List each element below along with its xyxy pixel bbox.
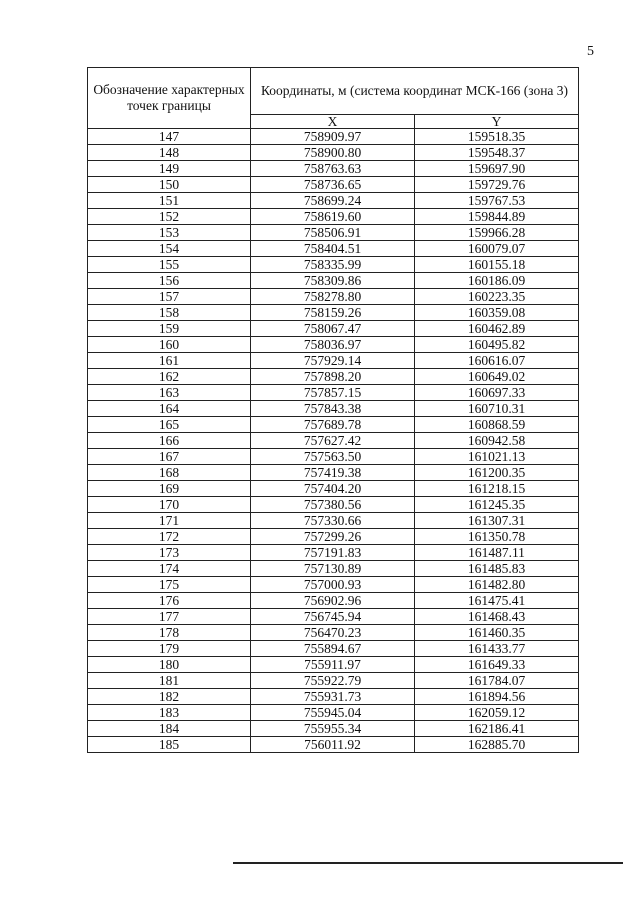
- cell-y: 160079.07: [415, 241, 579, 257]
- table-row: [88, 641, 579, 657]
- coordinates-table: [87, 67, 579, 753]
- cell-x: 756470.23: [251, 625, 415, 641]
- header-x: X: [251, 115, 415, 129]
- cell-y: 160223.35: [415, 289, 579, 305]
- cell-point: 175: [88, 577, 251, 593]
- table-row: [88, 273, 579, 289]
- table-row: [88, 145, 579, 161]
- table-row: [88, 465, 579, 481]
- table-row: [88, 305, 579, 321]
- cell-point: 183: [88, 705, 251, 721]
- cell-point: 160: [88, 337, 251, 353]
- cell-x: 758763.63: [251, 161, 415, 177]
- cell-point: 151: [88, 193, 251, 209]
- cell-y: 159548.37: [415, 145, 579, 161]
- cell-x: 757299.26: [251, 529, 415, 545]
- cell-point: 180: [88, 657, 251, 673]
- table-row: [88, 353, 579, 369]
- cell-y: 162059.12: [415, 705, 579, 721]
- cell-y: 160155.18: [415, 257, 579, 273]
- table-row: [88, 689, 579, 705]
- cell-y: 159767.53: [415, 193, 579, 209]
- cell-point: 148: [88, 145, 251, 161]
- table-row: [88, 161, 579, 177]
- cell-y: 159966.28: [415, 225, 579, 241]
- cell-point: 179: [88, 641, 251, 657]
- page-number: 5: [587, 44, 594, 59]
- cell-x: 757330.66: [251, 513, 415, 529]
- table-row: [88, 225, 579, 241]
- cell-y: 159518.35: [415, 129, 579, 145]
- cell-x: 757857.15: [251, 385, 415, 401]
- table-row: [88, 545, 579, 561]
- cell-x: 758309.86: [251, 273, 415, 289]
- cell-y: 161433.77: [415, 641, 579, 657]
- cell-x: 758909.97: [251, 129, 415, 145]
- cell-x: 758404.51: [251, 241, 415, 257]
- cell-x: 755911.97: [251, 657, 415, 673]
- table-row: [88, 433, 579, 449]
- table-row: [88, 705, 579, 721]
- table-row: [88, 449, 579, 465]
- cell-x: 758036.97: [251, 337, 415, 353]
- cell-y: 161482.80: [415, 577, 579, 593]
- table-row: [88, 193, 579, 209]
- cell-point: 164: [88, 401, 251, 417]
- cell-point: 174: [88, 561, 251, 577]
- cell-point: 176: [88, 593, 251, 609]
- table-row: [88, 129, 579, 145]
- cell-point: 172: [88, 529, 251, 545]
- cell-y: 161245.35: [415, 497, 579, 513]
- cell-point: 165: [88, 417, 251, 433]
- cell-point: 162: [88, 369, 251, 385]
- header-boundary-points: Обозначение характерных точек границы: [88, 68, 251, 129]
- cell-x: 758619.60: [251, 209, 415, 225]
- table-row: [88, 497, 579, 513]
- table-row: [88, 561, 579, 577]
- table-row: [88, 289, 579, 305]
- cell-y: 161487.11: [415, 545, 579, 561]
- cell-point: 185: [88, 737, 251, 753]
- table-body: [88, 129, 579, 753]
- cell-x: 756745.94: [251, 609, 415, 625]
- cell-x: 758699.24: [251, 193, 415, 209]
- cell-x: 758900.80: [251, 145, 415, 161]
- table-row: [88, 481, 579, 497]
- table-row: [88, 625, 579, 641]
- cell-point: 155: [88, 257, 251, 273]
- table-row: [88, 529, 579, 545]
- cell-x: 757843.38: [251, 401, 415, 417]
- table-row: [88, 673, 579, 689]
- cell-y: 159844.89: [415, 209, 579, 225]
- cell-y: 160942.58: [415, 433, 579, 449]
- table-row: [88, 257, 579, 273]
- cell-y: 161475.41: [415, 593, 579, 609]
- cell-y: 160868.59: [415, 417, 579, 433]
- cell-y: 160710.31: [415, 401, 579, 417]
- cell-y: 160616.07: [415, 353, 579, 369]
- cell-y: 159697.90: [415, 161, 579, 177]
- cell-point: 178: [88, 625, 251, 641]
- cell-point: 182: [88, 689, 251, 705]
- cell-y: 160186.09: [415, 273, 579, 289]
- cell-y: 160359.08: [415, 305, 579, 321]
- footer-rule: [233, 862, 623, 864]
- cell-y: 160462.89: [415, 321, 579, 337]
- table-row: [88, 385, 579, 401]
- table-row: [88, 369, 579, 385]
- cell-point: 150: [88, 177, 251, 193]
- cell-x: 756902.96: [251, 593, 415, 609]
- cell-x: 757689.78: [251, 417, 415, 433]
- table-row: [88, 209, 579, 225]
- cell-x: 758736.65: [251, 177, 415, 193]
- cell-x: 758506.91: [251, 225, 415, 241]
- cell-point: 177: [88, 609, 251, 625]
- cell-x: 758067.47: [251, 321, 415, 337]
- table-row: [88, 513, 579, 529]
- cell-point: 169: [88, 481, 251, 497]
- cell-y: 161784.07: [415, 673, 579, 689]
- cell-point: 161: [88, 353, 251, 369]
- cell-y: 161649.33: [415, 657, 579, 673]
- cell-x: 755931.73: [251, 689, 415, 705]
- table-row: [88, 657, 579, 673]
- cell-x: 757191.83: [251, 545, 415, 561]
- table-row: [88, 609, 579, 625]
- cell-y: 161200.35: [415, 465, 579, 481]
- cell-y: 161218.15: [415, 481, 579, 497]
- cell-x: 758159.26: [251, 305, 415, 321]
- cell-point: 167: [88, 449, 251, 465]
- cell-y: 159729.76: [415, 177, 579, 193]
- header-coordinates: Координаты, м (система координат МСК-166 (зона 3): [251, 68, 579, 115]
- cell-x: 755945.04: [251, 705, 415, 721]
- cell-y: 161021.13: [415, 449, 579, 465]
- cell-x: 757380.56: [251, 497, 415, 513]
- cell-x: 757419.38: [251, 465, 415, 481]
- table-row: [88, 417, 579, 433]
- table-row: [88, 321, 579, 337]
- cell-point: 168: [88, 465, 251, 481]
- cell-point: 181: [88, 673, 251, 689]
- cell-point: 157: [88, 289, 251, 305]
- cell-y: 161350.78: [415, 529, 579, 545]
- cell-x: 757404.20: [251, 481, 415, 497]
- table-row: [88, 241, 579, 257]
- cell-y: 161307.31: [415, 513, 579, 529]
- cell-y: 162885.70: [415, 737, 579, 753]
- cell-point: 147: [88, 129, 251, 145]
- cell-y: 160495.82: [415, 337, 579, 353]
- cell-point: 171: [88, 513, 251, 529]
- cell-y: 161468.43: [415, 609, 579, 625]
- cell-point: 149: [88, 161, 251, 177]
- cell-point: 184: [88, 721, 251, 737]
- cell-x: 757627.42: [251, 433, 415, 449]
- table-row: [88, 337, 579, 353]
- cell-y: 161894.56: [415, 689, 579, 705]
- cell-x: 757563.50: [251, 449, 415, 465]
- cell-point: 166: [88, 433, 251, 449]
- cell-x: 755894.67: [251, 641, 415, 657]
- cell-point: 170: [88, 497, 251, 513]
- cell-x: 757000.93: [251, 577, 415, 593]
- table-row: [88, 737, 579, 753]
- cell-y: 161460.35: [415, 625, 579, 641]
- cell-y: 160649.02: [415, 369, 579, 385]
- cell-y: 161485.83: [415, 561, 579, 577]
- cell-x: 758335.99: [251, 257, 415, 273]
- cell-point: 173: [88, 545, 251, 561]
- cell-point: 158: [88, 305, 251, 321]
- cell-y: 160697.33: [415, 385, 579, 401]
- cell-x: 755922.79: [251, 673, 415, 689]
- cell-point: 153: [88, 225, 251, 241]
- cell-y: 162186.41: [415, 721, 579, 737]
- table-row: [88, 177, 579, 193]
- cell-point: 154: [88, 241, 251, 257]
- table-row: [88, 577, 579, 593]
- cell-x: 757130.89: [251, 561, 415, 577]
- cell-x: 755955.34: [251, 721, 415, 737]
- cell-point: 152: [88, 209, 251, 225]
- cell-point: 163: [88, 385, 251, 401]
- table-row: [88, 721, 579, 737]
- table-row: [88, 401, 579, 417]
- cell-point: 156: [88, 273, 251, 289]
- header-y: Y: [415, 115, 579, 129]
- cell-x: 757898.20: [251, 369, 415, 385]
- cell-point: 159: [88, 321, 251, 337]
- cell-x: 756011.92: [251, 737, 415, 753]
- cell-x: 757929.14: [251, 353, 415, 369]
- cell-x: 758278.80: [251, 289, 415, 305]
- table-row: [88, 593, 579, 609]
